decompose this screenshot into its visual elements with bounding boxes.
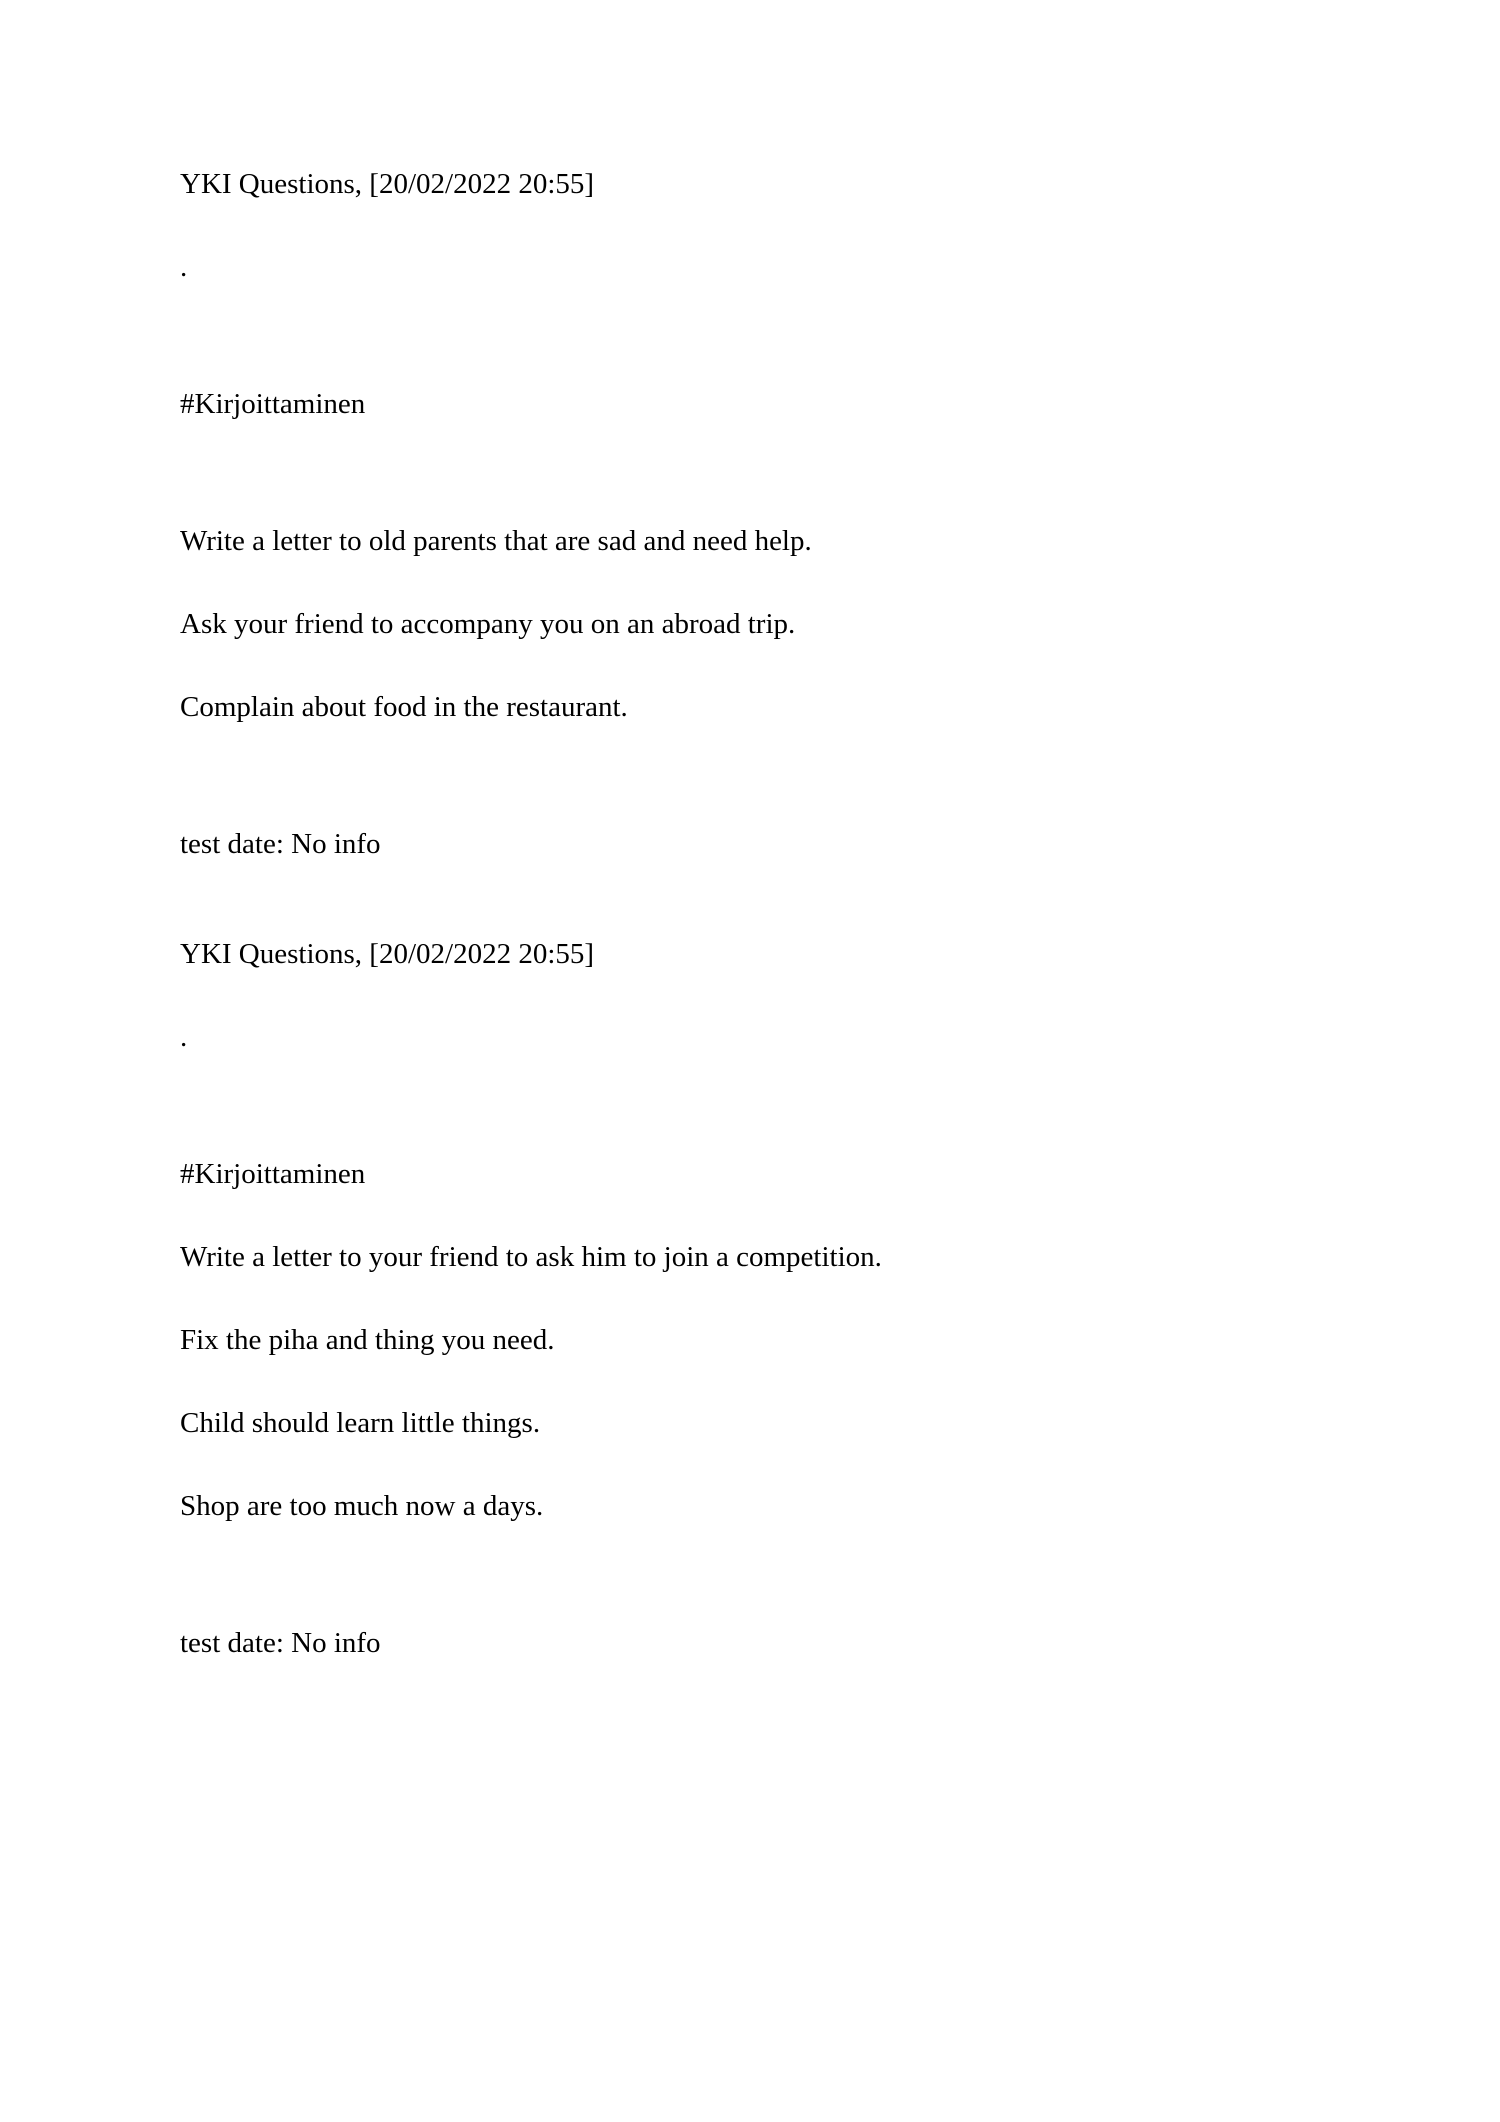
spacer: [180, 419, 1340, 527]
message-footer: test date: No info: [180, 1627, 381, 1659]
spacer: [180, 1272, 1340, 1326]
message-line: Write a letter to your friend to ask him to join a competition.: [180, 1241, 882, 1273]
message-header: YKI Questions, [20/02/2022 20:55]: [180, 938, 595, 970]
message-dot: .: [180, 1021, 188, 1053]
message-line: Write a letter to old parents that are sad and need help.: [180, 525, 812, 557]
spacer: [180, 1438, 1340, 1492]
spacer: [180, 1052, 1340, 1160]
message-line: Shop are too much now a days.: [180, 1490, 544, 1522]
block-separator: [180, 859, 1340, 940]
message-block: [180, 940, 1340, 1658]
spacer: [180, 969, 1340, 1023]
message-hashtag: #Kirjoittaminen: [180, 388, 366, 420]
message-dot: .: [180, 251, 188, 283]
message-block: [180, 170, 1340, 859]
spacer: [180, 1355, 1340, 1409]
spacer: [180, 1521, 1340, 1629]
message-line: Child should learn little things.: [180, 1407, 541, 1439]
spacer: [180, 722, 1340, 830]
spacer: [180, 282, 1340, 390]
message-line: Fix the piha and thing you need.: [180, 1324, 555, 1356]
message-line: Ask your friend to accompany you on an abroad trip.: [180, 608, 796, 640]
message-footer: test date: No info: [180, 828, 381, 860]
spacer: [180, 639, 1340, 693]
message-hashtag: #Kirjoittaminen: [180, 1158, 366, 1190]
message-line: Complain about food in the restaurant.: [180, 691, 628, 723]
spacer: [180, 199, 1340, 253]
spacer: [180, 1189, 1340, 1243]
spacer: [180, 556, 1340, 610]
message-header: YKI Questions, [20/02/2022 20:55]: [180, 168, 595, 200]
document-content: [180, 170, 1340, 1658]
